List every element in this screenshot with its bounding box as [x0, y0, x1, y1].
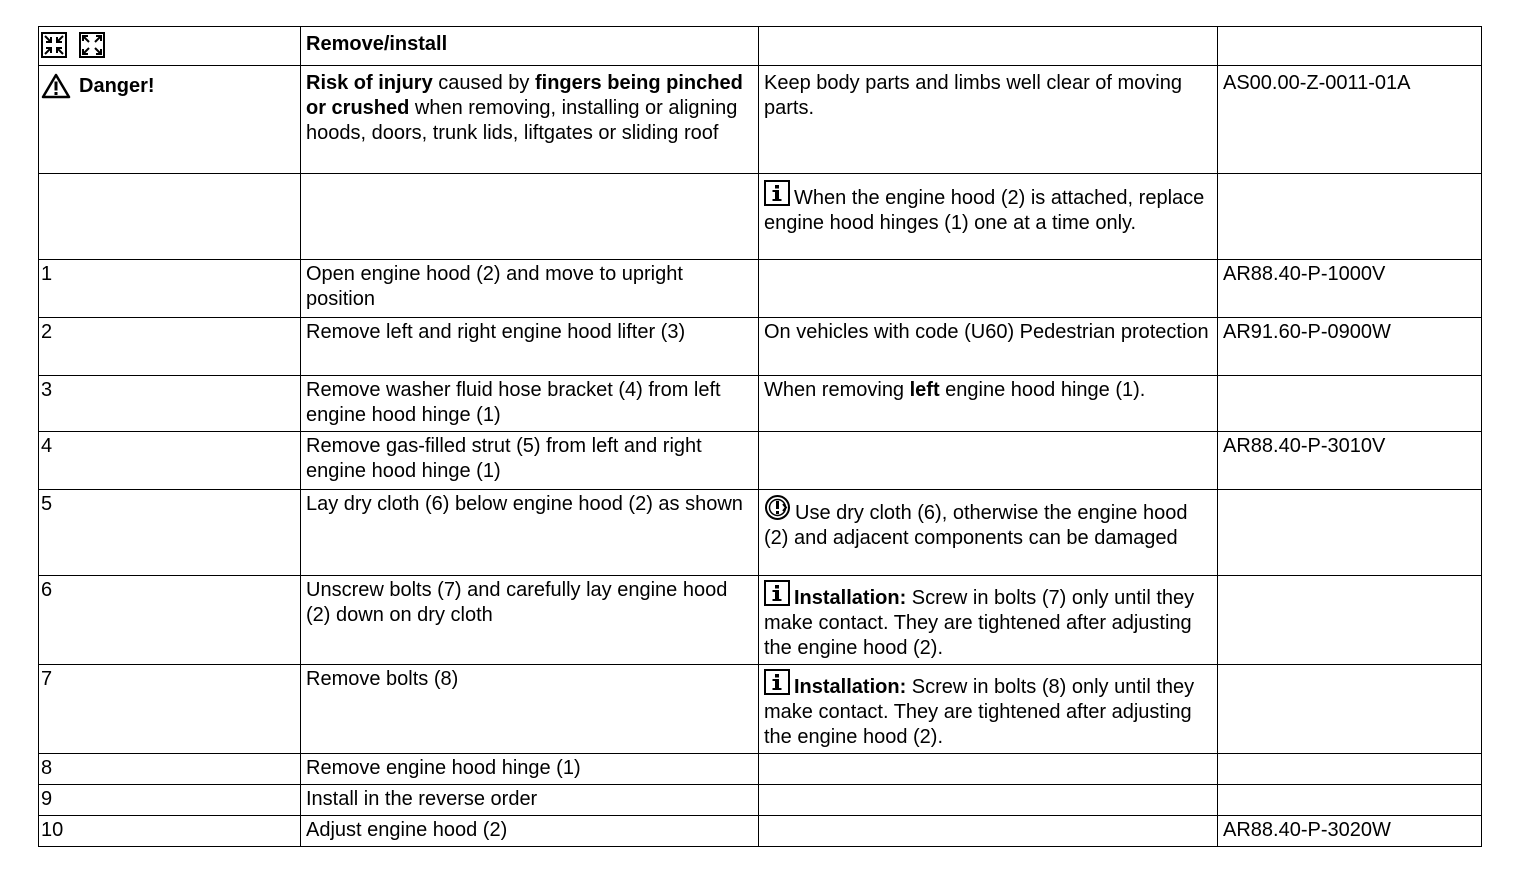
step-note-bold: left	[909, 379, 940, 401]
step-reference	[1218, 665, 1482, 754]
general-note-cell	[759, 174, 1218, 260]
step-action: Remove engine hood hinge (1)	[301, 754, 759, 785]
empty-cell	[301, 174, 759, 260]
step-action: Remove left and right engine hood lifter (3)	[301, 318, 759, 376]
danger-reference: AS00.00-Z-0011-01A	[1218, 66, 1482, 174]
step-row	[39, 376, 1482, 432]
step-number: 2	[39, 318, 301, 376]
step-row	[39, 576, 1482, 665]
danger-row	[39, 66, 1482, 174]
header-empty-cell	[1218, 27, 1482, 66]
step-note	[759, 785, 1218, 816]
step-action: Lay dry cloth (6) below engine hood (2) as shown	[301, 490, 759, 576]
step-note	[759, 576, 1218, 665]
info-icon	[764, 580, 790, 606]
step-number: 3	[39, 376, 301, 432]
header-row	[39, 27, 1482, 66]
danger-label: Danger!	[79, 74, 155, 97]
install-icon	[79, 32, 105, 58]
risk-bold-text: Risk of injury	[306, 72, 433, 94]
step-number: 9	[39, 785, 301, 816]
step-note	[759, 816, 1218, 847]
danger-measure-cell: Keep body parts and limbs well clear of moving parts.	[759, 66, 1218, 174]
step-note	[759, 490, 1218, 576]
empty-cell	[39, 174, 301, 260]
remove-icon	[41, 32, 67, 58]
step-note	[759, 665, 1218, 754]
step-number: 10	[39, 816, 301, 847]
step-row	[39, 665, 1482, 754]
step-number: 5	[39, 490, 301, 576]
info-icon	[764, 669, 790, 695]
risk-text: caused by	[432, 72, 535, 94]
step-reference: AR88.40-P-1000V	[1218, 260, 1482, 318]
installation-label: Installation:	[794, 587, 907, 609]
warning-triangle-icon	[41, 73, 71, 99]
step-action: Remove gas-filled strut (5) from left and right engine hood hinge (1)	[301, 432, 759, 490]
step-note-text: Use dry cloth (6), otherwise the engine hood (2) and adjacent components can be damaged	[764, 502, 1188, 549]
step-number: 7	[39, 665, 301, 754]
danger-risk-cell	[301, 66, 759, 174]
header-icons-cell	[39, 27, 301, 66]
caution-icon	[764, 494, 791, 521]
step-reference	[1218, 490, 1482, 576]
step-row	[39, 490, 1482, 576]
step-number: 1	[39, 260, 301, 318]
step-row	[39, 260, 1482, 318]
step-action: Install in the reverse order	[301, 785, 759, 816]
general-note-row	[39, 174, 1482, 260]
step-row	[39, 318, 1482, 376]
step-note: On vehicles with code (U60) Pedestrian protection	[759, 318, 1218, 376]
empty-cell	[1218, 174, 1482, 260]
step-reference: AR88.40-P-3020W	[1218, 816, 1482, 847]
step-number: 8	[39, 754, 301, 785]
header-title: Remove/install	[301, 27, 759, 66]
general-note-text: When the engine hood (2) is attached, replace engine hood hinges (1) one at a time only.	[764, 187, 1205, 234]
step-action: Adjust engine hood (2)	[301, 816, 759, 847]
step-row	[39, 785, 1482, 816]
step-note-text: engine hood hinge (1).	[939, 379, 1146, 401]
step-reference	[1218, 576, 1482, 665]
step-reference	[1218, 785, 1482, 816]
step-note-text: When removing	[764, 379, 910, 401]
step-note-text: Screw in bolts (7) only until they make contact. They are tightened after adjusting the engine hood (2).	[764, 587, 1195, 659]
header-empty-cell	[759, 27, 1218, 66]
danger-label-cell	[39, 66, 301, 174]
step-number: 6	[39, 576, 301, 665]
step-reference: AR91.60-P-0900W	[1218, 318, 1482, 376]
step-number: 4	[39, 432, 301, 490]
step-reference	[1218, 376, 1482, 432]
step-reference: AR88.40-P-3010V	[1218, 432, 1482, 490]
step-row	[39, 816, 1482, 847]
step-note	[759, 432, 1218, 490]
step-reference	[1218, 754, 1482, 785]
step-note-text: Screw in bolts (8) only until they make contact. They are tightened after adjusting the engine hood (2).	[764, 676, 1195, 748]
step-action: Unscrew bolts (7) and carefully lay engine hood (2) down on dry cloth	[301, 576, 759, 665]
step-row	[39, 754, 1482, 785]
procedure-table	[38, 26, 1482, 847]
risk-bold-text: fingers being pinched or crushed	[306, 72, 743, 119]
step-note	[759, 260, 1218, 318]
info-icon	[764, 180, 790, 206]
step-note	[759, 754, 1218, 785]
step-note	[759, 376, 1218, 432]
risk-text: when removing, installing or aligning hoods, doors, trunk lids, liftgates or sliding roof	[306, 97, 738, 144]
step-action: Open engine hood (2) and move to upright position	[301, 260, 759, 318]
step-action: Remove washer fluid hose bracket (4) from left engine hood hinge (1)	[301, 376, 759, 432]
installation-label: Installation:	[794, 676, 907, 698]
step-action: Remove bolts (8)	[301, 665, 759, 754]
step-row	[39, 432, 1482, 490]
